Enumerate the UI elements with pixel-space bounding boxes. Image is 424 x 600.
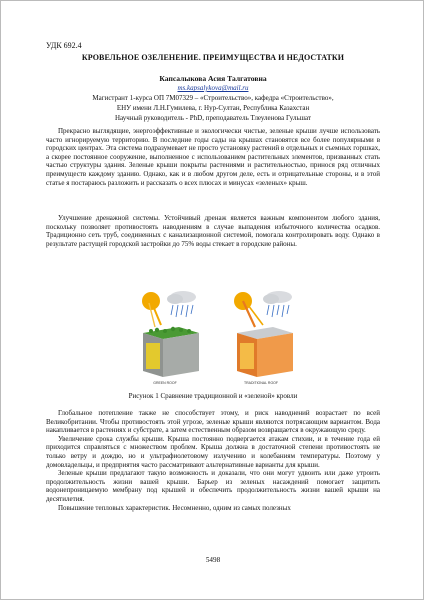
traditional-roof-label: TRADITIONAL ROOF [243, 381, 279, 385]
benefits-section [46, 409, 380, 512]
rain-icon [171, 305, 193, 317]
intro-section [46, 127, 380, 187]
green-roof-illustration [142, 291, 199, 385]
author-name: Капсалыкова Асия Талгатовна [159, 74, 267, 83]
rain-icon [267, 305, 289, 317]
cloud-icon [167, 294, 183, 304]
building-front [257, 333, 293, 377]
body-paragraph: Улучшение дренажной системы. Устойчивый дренаж является важным компонентом любого здания, поскольку позволяет противостоять наводнениям в случае выпадения избыточного количества осадков. Традиционно сеть труб, соединенных с канализационной системой, помогала контролировать воду. Однако в результате растущей городской застройки до 75% воды стекает в городские районы. [46, 214, 380, 248]
affiliation-line: Научный руководитель - PhD, преподаватель Тлеуленова Гульшат [114, 113, 312, 122]
body-paragraph: Зеленые крыши предлагают такую возможность и доказали, что они могут удвоить или даже утроить продолжительность жизни вашей крыши. Барьер из зеленых насаждений помогает защитить водонепроницаемую мембрану под крышей и обеспечить продолжительность жизни вашей крыши на десятилетия. [46, 469, 380, 503]
window-light [146, 343, 160, 369]
affiliation-line: Магистрант 1-курса ОП 7М07329 – «Строительство», кафедра «Строительство», [92, 94, 334, 102]
affiliation-block [41, 94, 385, 123]
udc-code: УДК 692.4 [46, 41, 82, 50]
traditional-roof-illustration [234, 291, 293, 385]
author-email-link[interactable]: ms.kapsalykova@mail.ru [177, 84, 249, 92]
window-light [240, 343, 254, 369]
roof-comparison-figure [121, 287, 306, 387]
paper-title: КРОВЕЛЬНОЕ ОЗЕЛЕНЕНИЕ. ПРЕИМУЩЕСТВА И НЕДОСТАТКИ [81, 53, 345, 62]
body-paragraph: Глобальное потепление также не способствует этому, и риск наводнений возрастает по всей Великобритании. Чтобы противостоять этой угрозе, зеленые крыши являются потрясающим вариантом. Вода накапливается в растениях и субстрате, а затем естественным образом возвращается в окружающую среду. [46, 409, 380, 435]
body-paragraph: Повышение тепловых характеристик. Несомненно, одним из самых полезных [58, 503, 291, 512]
building-front [163, 333, 199, 377]
page-number: 5498 [205, 556, 221, 564]
affiliation-line: ЕНУ имени Л.Н.Гумилева, г. Нур-Султан, Республика Казахстан [116, 103, 310, 112]
cloud-icon [263, 294, 279, 304]
body-paragraph: Увеличение срока службы крыши. Крыша постоянно подвергается атакам стихии, и в течение года ей приходится справляться с множеством проблем. Крыша должна в достаточной степени противостоять не только ветру и дождю, но и ультрафиолетовому излучению и колебаниям температуры. Поэтому у домовладельцы, и предприятия часто рассматривают альтернативные варианты для крыши. [46, 434, 380, 469]
drainage-section [46, 214, 380, 248]
figure-caption: Рисунок 1 Сравнение традиционной и «зеленой» кровли [128, 392, 298, 400]
green-roof-label: GREEN ROOF [153, 381, 177, 385]
body-paragraph: Прекрасно выглядящие, энергоэффективные и экологически чистые, зеленые крыши лучше использовать часто игнорируемую территорию. В последние годы сады на крышах становятся все более популярными в городских центрах. Эта система подразумевает не просто установку растений в отдельных и съемных горшках, а скорее постоянное сооружение, выполненное с использованием растительных элементов, призванных стать частью структуры здания. Зеленые крыши покрыты растениями и растительностью, принося ряд отличных преимуществ каждому зданию. Однако, как и в любом другом деле, есть и отрицательные стороны, и в этой статье я постараюсь разложить и рассказать о всех плюсах и минусах «зеленых» крыш. [46, 127, 380, 187]
